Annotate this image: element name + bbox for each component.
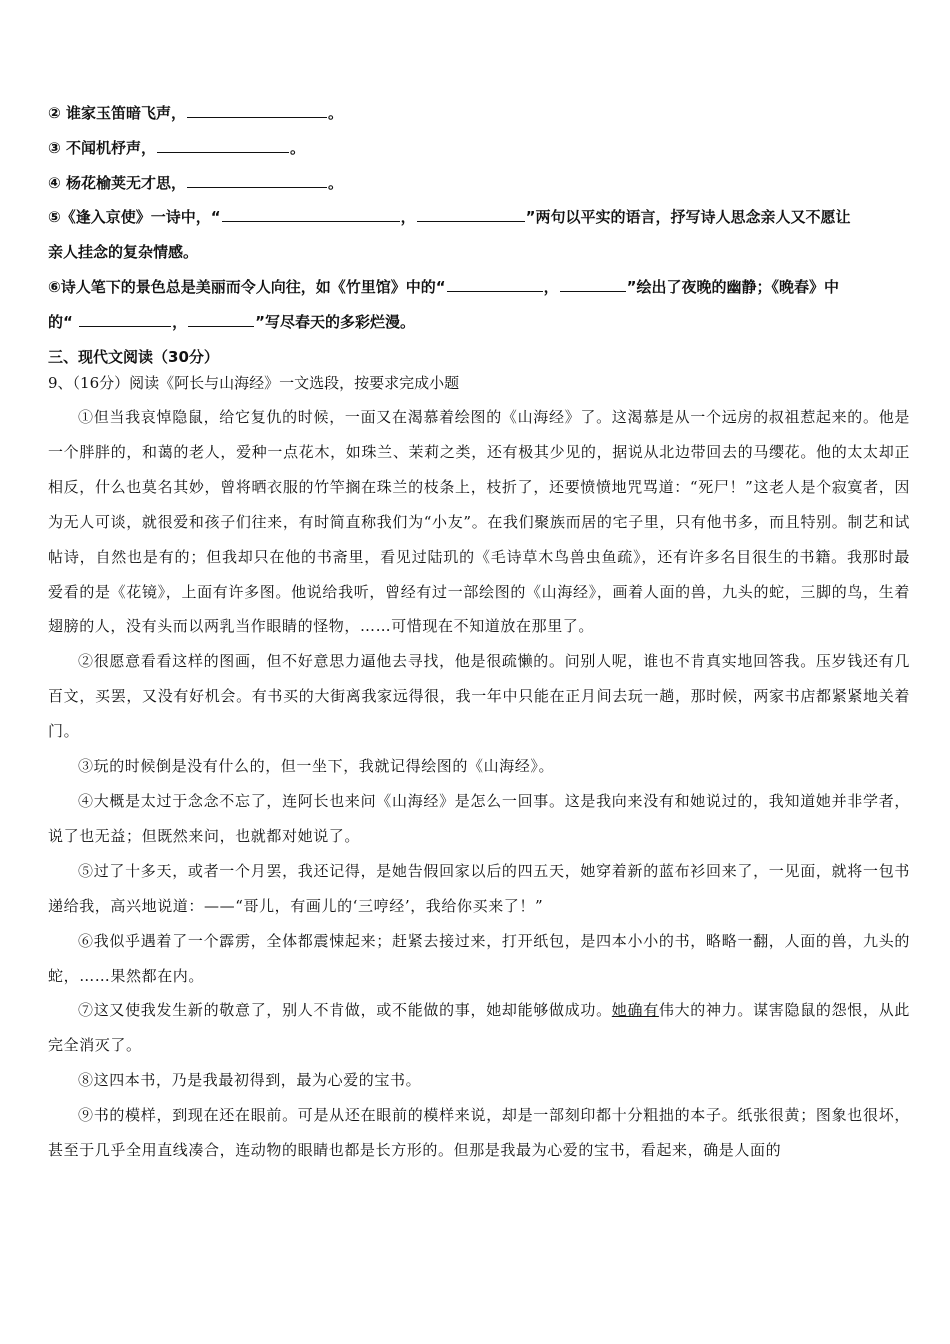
question-3 (48, 138, 908, 158)
question-5-text-1: 《逢入京使》一诗中，“ (60, 208, 221, 226)
passage-paragraph-5: ⑤过了十多天，或者一个月罢，我还记得，是她告假回家以后的四五天，她穿着新的蓝布衫回来了，一见面，就将一包书递给我，高兴地说道：——“哥儿，有画儿的‘三哼经’，我给你买来了！” (48, 861, 910, 915)
question-6-comma-2: ， (172, 313, 188, 331)
question-5-comma: ， (400, 208, 416, 226)
paragraph-7-text-2: 伟大的神力。谋害隐鼠的怨恨，从此完全消灭了。 (48, 1001, 910, 1055)
answer-blank[interactable] (157, 138, 289, 153)
question-4 (48, 173, 908, 193)
passage-paragraph-6: ⑥我似乎遇着了一个霹雳，全体都震悚起来；赶紧去接过来，打开纸包，是四本小小的书，略略一翻，人面的兽，九头的蛇，……果然都在内。 (48, 931, 910, 985)
question-9-prompt: 9、（16分）阅读《阿长与山海经》一文选段，按要求完成小题 (48, 374, 460, 392)
question-5-number: ⑤ (48, 208, 61, 226)
question-4-number: ④ (48, 174, 61, 192)
question-6-text-2: ”绘出了夜晚的幽静；《晚春》中 (626, 278, 839, 296)
question-2-end: 。 (327, 104, 343, 122)
question-5-text-3: 亲人挂念的复杂情感。 (48, 243, 199, 261)
paragraph-7-text-1: ⑦这又使我发生新的敬意了，别人不肯做，或不能做的事，她却能够做成功。 (78, 1001, 612, 1020)
question-3-text: 不闻机杼声， (65, 139, 156, 157)
answer-blank[interactable] (447, 277, 543, 292)
question-4-text: 杨花榆荚无才思， (65, 174, 186, 192)
passage-paragraph-2: ②很愿意看看这样的图画，但不好意思力逼他去寻找，他是很疏懒的。问别人呢，谁也不肯真实地回答我。压岁钱还有几百文，买罢，又没有好机会。有书买的大街离我家远得很，我一年中只能在正月间去玩一趟，那时候，两家书店都紧紧地关着门。 (48, 652, 910, 741)
question-6-comma: ， (543, 278, 559, 296)
question-3-end: 。 (289, 139, 305, 157)
answer-blank[interactable] (187, 103, 327, 118)
answer-blank[interactable] (79, 312, 171, 327)
question-6-line-1 (48, 277, 908, 297)
question-6-text-3: 的“ (48, 313, 79, 331)
question-2-text: 谁家玉笛暗飞声， (65, 104, 186, 122)
question-2 (48, 103, 908, 123)
question-4-end: 。 (327, 174, 343, 192)
question-5-line-2 (48, 242, 908, 262)
underlined-phrase: 她确有 (611, 1001, 659, 1020)
answer-blank[interactable] (560, 277, 626, 292)
passage-paragraph-9: ⑨书的模样，到现在还在眼前。可是从还在眼前的模样来说，却是一部刻印都十分粗拙的本子。纸张很黄；图象也很坏，甚至于几乎全用直线凑合，连动物的眼睛也都是长方形的。但那是我最为心爱的宝书，看起来，确是人面的 (48, 1106, 910, 1160)
passage-paragraph-3: ③玩的时候倒是没有什么的，但一坐下，我就记得绘图的《山海经》。 (78, 757, 555, 776)
section-title: 三、现代文阅读（30分） (48, 348, 219, 366)
answer-blank[interactable] (417, 207, 525, 222)
reading-passage (48, 400, 910, 1168)
passage-paragraph-7 (48, 993, 910, 1063)
passage-paragraph-4: ④大概是太过于念念不忘了，连阿长也来问《山海经》是怎么一回事。这是我向来没有和她说过的，我知道她并非学者，说了也无益；但既然来问，也就都对她说了。 (48, 791, 910, 845)
answer-blank[interactable] (187, 173, 327, 188)
passage-paragraph-1: ①但当我哀悼隐鼠，给它复仇的时候，一面又在渴慕着绘图的《山海经》了。这渴慕是从一个远房的叔祖惹起来的。他是一个胖胖的，和蔼的老人，爱种一点花木，如珠兰、茉莉之类，还有极其少见的，据说从北边带回去的马缨花。他的太太却正相反，什么也莫名其妙，曾将晒衣服的竹竿搁在珠兰的枝条上，枝折了，还要愤愤地咒骂道：“死尸！”这老人是个寂寞者，因为无人可谈，就很爱和孩子们往来，有时简直称我们为“小友”。在我们聚族而居的宅子里，只有他书多，而且特别。制艺和试帖诗，自然也是有的；但我却只在他的书斋里，看见过陆玑的《毛诗草木鸟兽虫鱼疏》，还有许多名目很生的书籍。我那时最爱看的是《花镜》，上面有许多图。他说给我听，曾经有过一部绘图的《山海经》，画着人面的兽，九头的蛇，三脚的鸟，生着翅膀的人，没有头而以两乳当作眼睛的怪物，……可惜现在不知道放在那里了。 (48, 408, 910, 636)
passage-paragraph-8: ⑧这四本书，乃是我最初得到，最为心爱的宝书。 (78, 1071, 422, 1090)
question-6-text-4: ”写尽春天的多彩烂漫。 (255, 313, 415, 331)
question-3-number: ③ (48, 139, 61, 157)
answer-blank[interactable] (188, 312, 254, 327)
question-6-text-1: 诗人笔下的景色总是美丽而令人向往，如《竹里馆》中的“ (60, 278, 446, 296)
answer-blank[interactable] (222, 207, 400, 222)
question-2-number: ② (48, 104, 61, 122)
question-6-line-2 (48, 312, 908, 332)
question-5-text-2: ”两句以平实的语言，抒写诗人思念亲人又不愿让 (525, 208, 851, 226)
question-6-number: ⑥ (48, 278, 61, 296)
question-5-line-1 (48, 207, 908, 227)
